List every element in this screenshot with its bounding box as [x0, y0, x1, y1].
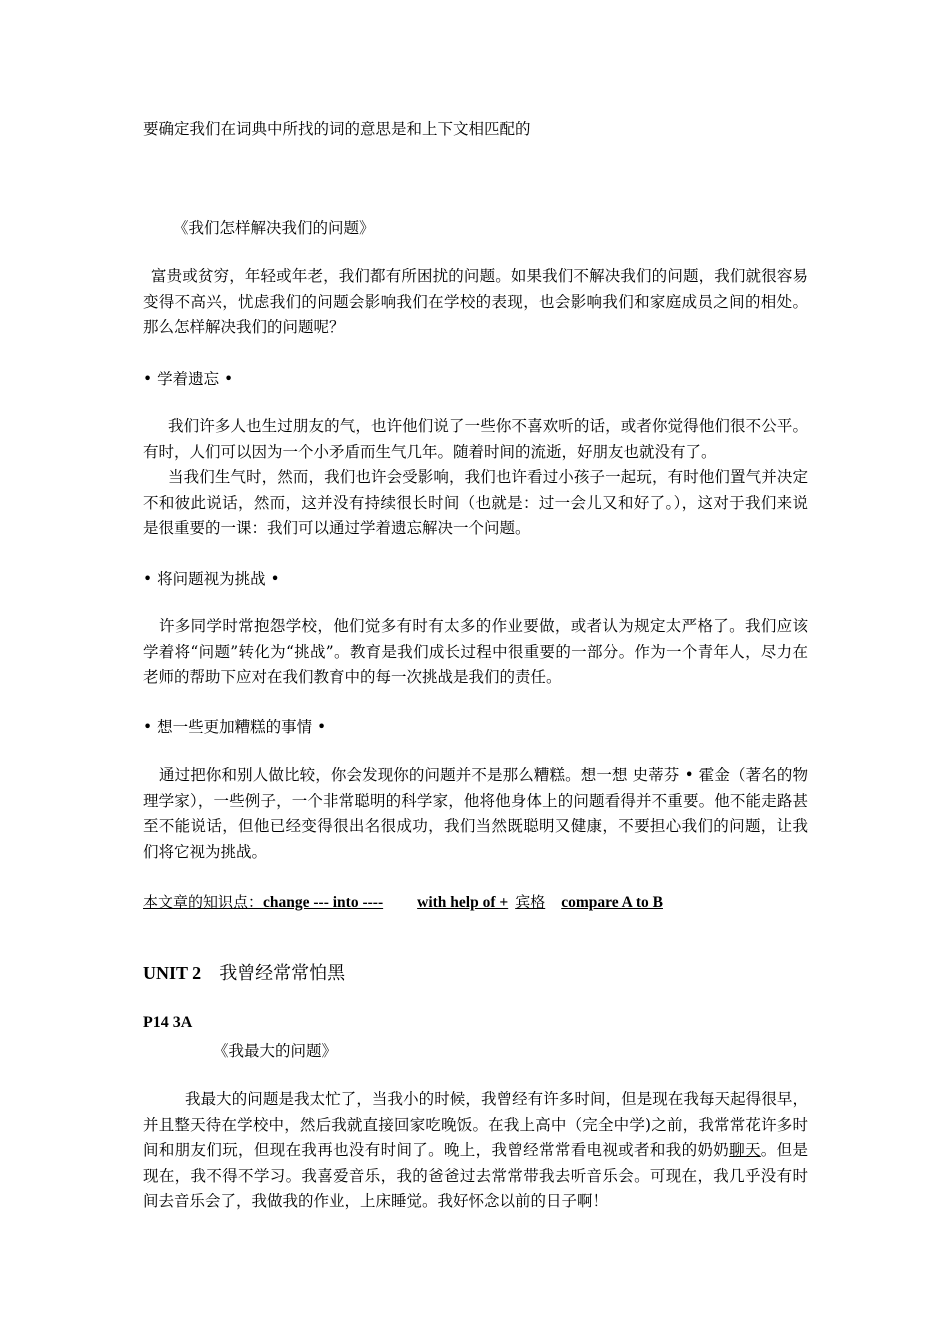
unit-title: 我曾经常常怕黑	[219, 963, 346, 984]
knowledge-item-change-into: change --- into ----	[263, 894, 384, 911]
knowledge-item-compare: compare A to B	[561, 894, 663, 911]
knowledge-item-with-help-of: with help of +	[417, 894, 509, 911]
article-title: 《我们怎样解决我们的问题》	[173, 219, 375, 237]
unit-number: UNIT 2	[143, 963, 202, 983]
section-heading-challenge: • 将问题视为挑战 •	[143, 570, 280, 588]
worse-paragraph: 通过把你和别人做比较，你会发现你的问题并不是那么糟糕。想一想 史蒂芬 • 霍金（著名的物理学家），一些例子，一个非常聪明的科学家，他将他身体上的问题看得并不重要。他不能走路甚至不能说话，但他已经变得很出名很成功，我们当然既聪明又健康，不要担心我们的问题，让我们将它视为挑战。	[143, 766, 808, 861]
forget-paragraph-1: 我们许多人也生过朋友的气，也许他们说了一些你不喜欢听的话，或者你觉得他们很不公平。有时，人们可以因为一个小矛盾而生气几年。随着时间的流逝，好朋友也就没有了。	[143, 417, 808, 461]
knowledge-points	[143, 892, 671, 913]
forget-paragraph-2: 当我们生气时，然而，我们也许会受影响，我们也许看过小孩子一起玩，有时他们置气并决定不和彼此说话，然而，这并没有持续很长时间（也就是：过一会儿又和好了。），这对于我们来说是很重要的一课：我们可以通过学着遗忘解决一个问题。	[143, 468, 808, 537]
unit2-paragraph	[143, 1087, 808, 1215]
section-heading-forget: • 学着遗忘 •	[143, 370, 234, 388]
page-reference: P14 3A	[143, 1014, 193, 1031]
unit2-article-title: 《我最大的问题》	[213, 1042, 338, 1060]
intro-line: 要确定我们在词典中所找的词的意思是和上下文相匹配的	[143, 120, 531, 138]
knowledge-label: 本文章的知识点：	[143, 893, 264, 911]
unit2-text-part2: 。但是现在，我不得不学习。我喜爱音乐，我的爸爸过去常常带我去听音乐会。可现在，我几乎没有时间去音乐会了，我做我的作业，上床睡觉。我好怀念以前的日子啊！	[143, 1141, 808, 1210]
challenge-paragraph: 许多同学时常抱怨学校，他们觉多有时有太多的作业要做，或者认为规定太严格了。我们应该学着将“问题”转化为“挑战”。教育是我们成长过程中很重要的一部分。作为一个青年人，尽力在老师的帮助下应对在我们教育中的每一次挑战是我们的责任。	[143, 617, 808, 686]
unit-heading	[143, 961, 345, 986]
unit2-text-part1: 我最大的问题是我太忙了，当我小的时候，我曾经有许多时间，但是现在我每天起得很早，并且整天待在学校中，然后我就直接回家吃晚饭。在我上高中（完全中学)之前，我常常花许多时间和朋友们玩，但现在我再也没有时间了。晚上，我曾经常常看电视或者和我的奶奶	[143, 1090, 808, 1159]
unit2-text-underlined: 聊天	[729, 1141, 761, 1159]
section-heading-worse: • 想一些更加糟糕的事情 •	[143, 718, 327, 736]
knowledge-item-object-case: 宾格	[515, 893, 546, 911]
article-intro-paragraph: 富贵或贫穷，年轻或年老，我们都有所困扰的问题。如果我们不解决我们的问题，我们就很容易变得不高兴，忧虑我们的问题会影响我们在学校的表现，也会影响我们和家庭成员之间的相处。那么怎样解决我们的问题呢？	[143, 267, 808, 336]
